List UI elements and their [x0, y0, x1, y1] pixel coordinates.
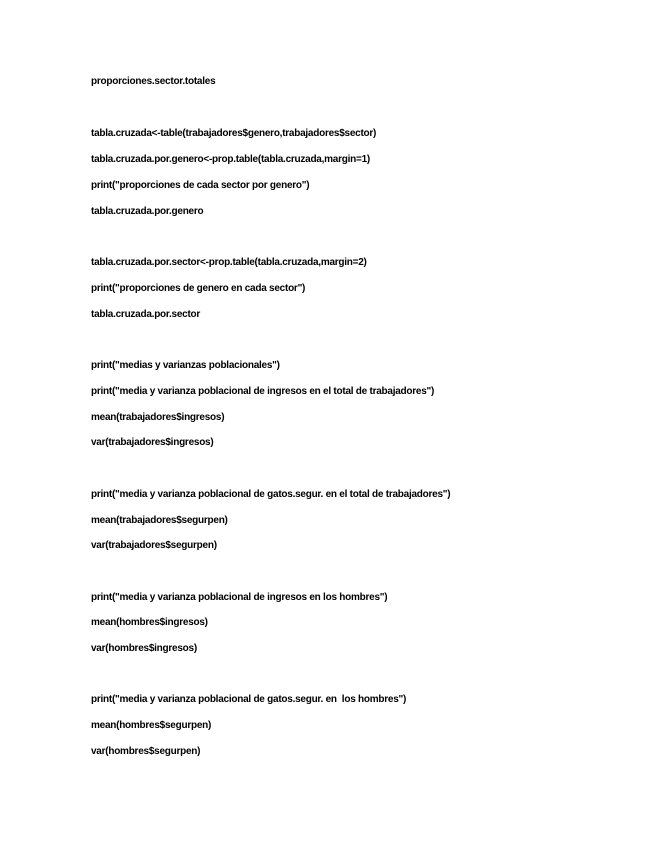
code-line: proporciones.sector.totales: [91, 76, 216, 87]
code-line: tabla.cruzada.por.sector: [91, 309, 201, 320]
code-line: tabla.cruzada<-table(trabajadores$genero,trabajadores$sector): [91, 128, 377, 139]
code-line: print("proporciones de cada sector por genero"): [91, 180, 310, 191]
code-line: tabla.cruzada.por.genero: [91, 206, 204, 217]
code-line: mean(hombres$ingresos): [91, 617, 208, 628]
code-line: print("proporciones de genero en cada sector"): [91, 283, 306, 294]
code-line: tabla.cruzada.por.sector<-prop.table(tabla.cruzada,margin=2): [91, 257, 367, 268]
code-line: var(trabajadores$ingresos): [91, 437, 214, 448]
code-line: mean(trabajadores$segurpen): [91, 515, 228, 526]
code-line: var(hombres$ingresos): [91, 643, 197, 654]
code-line: mean(trabajadores$ingresos): [91, 412, 225, 423]
code-line: print("media y varianza poblacional de gatos.segur. en los hombres"): [91, 694, 407, 705]
code-line: print("media y varianza poblacional de ingresos en los hombres"): [91, 592, 388, 603]
code-line: mean(hombres$segurpen): [91, 720, 212, 731]
code-line: print("media y varianza poblacional de ingresos en el total de trabajadores"): [91, 386, 435, 397]
code-line: var(hombres$segurpen): [91, 746, 201, 757]
code-line: tabla.cruzada.por.genero<-prop.table(tabla.cruzada,margin=1): [91, 154, 370, 165]
code-line: var(trabajadores$segurpen): [91, 540, 217, 551]
code-line: print("media y varianza poblacional de gatos.segur. en el total de trabajadores"): [91, 489, 451, 500]
code-line: print("medias y varianzas poblacionales"): [91, 360, 280, 371]
